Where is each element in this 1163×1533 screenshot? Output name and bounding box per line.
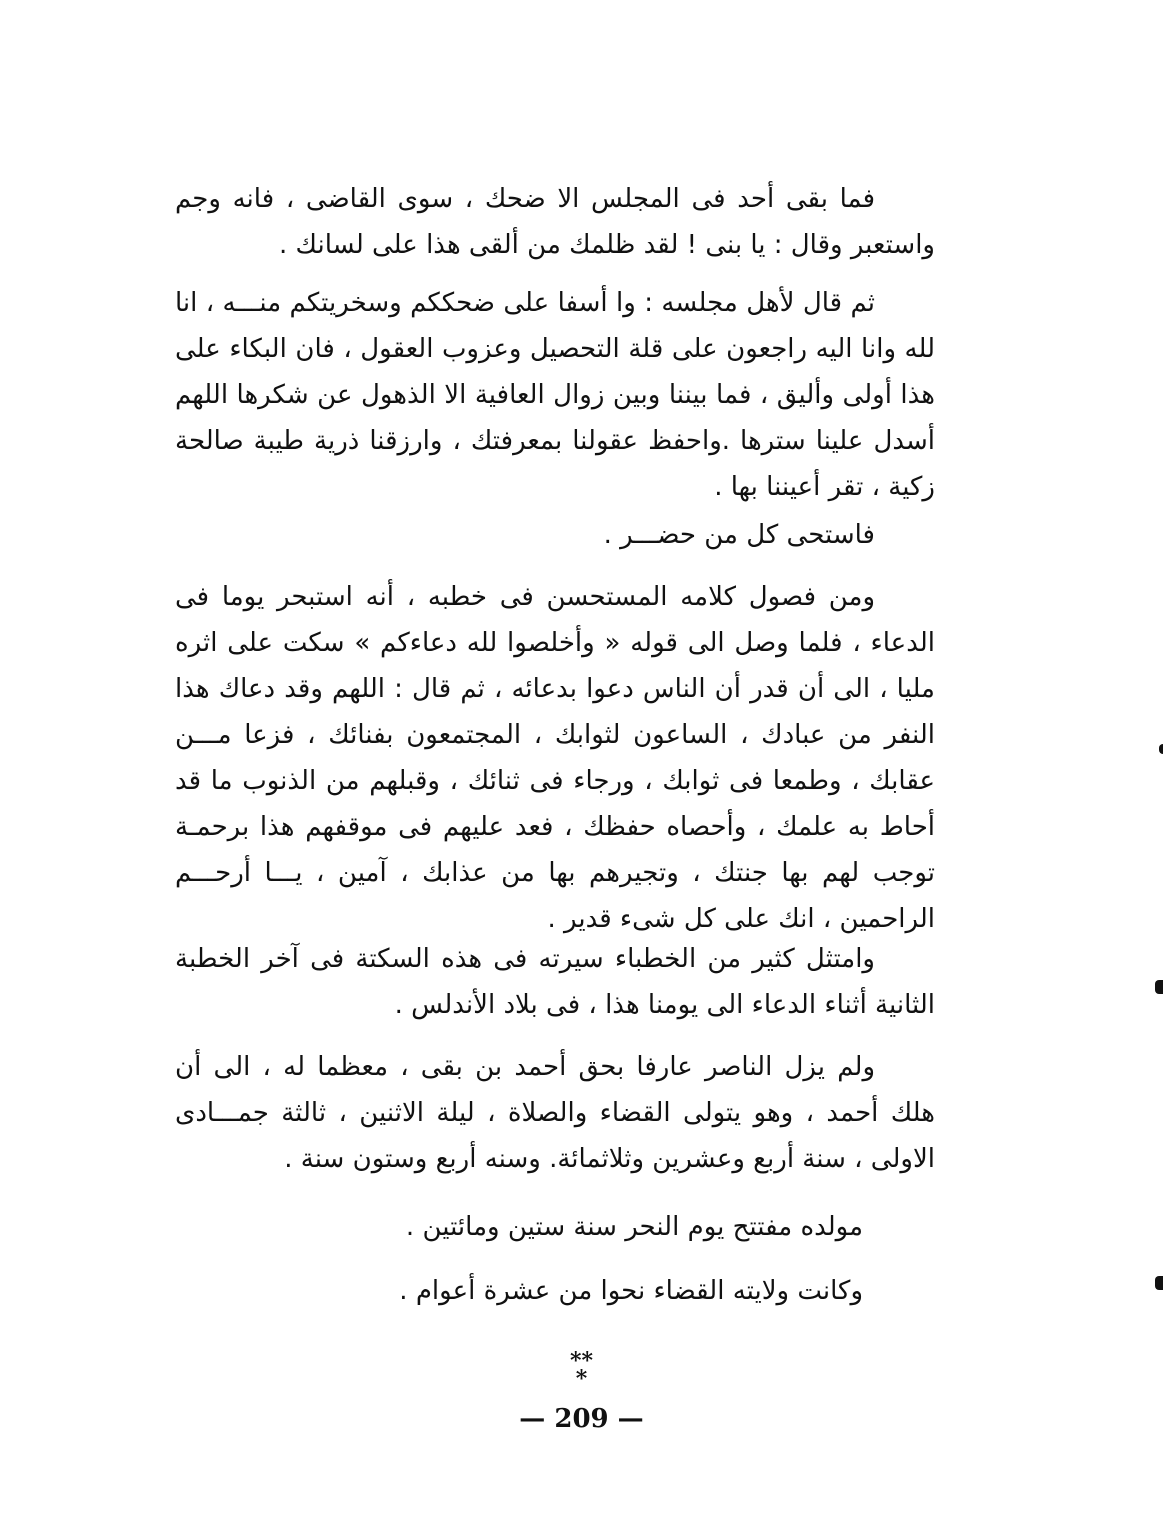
paragraph-3: فاستحى كل من حضـــر .: [603, 520, 875, 550]
paragraph-1: فما بقى أحد فى المجلس الا ضحك ، سوى القاضى ، فانه وجم واستعبر وقال : يا بنى ! لقد ظلمك من ألقى هذا على لسانك .: [175, 184, 935, 260]
page-number: — 209 —: [519, 1404, 644, 1434]
text-column-4: [175, 574, 935, 942]
paragraph-8: وكانت ولايته القضاء نحوا من عشرة أعوام .: [399, 1276, 863, 1306]
paragraph-6: ولم يزل الناصر عارفا بحق أحمد بن بقى ، معظما له ، الى أن هلك أحمد ، وهو يتولى القضاء والصلاة ، ليلة الاثنين ، ثالثة جمـــادى الاولى ، سنة أربع وعشرين وثلاثمائة. وسنه أربع وستون سنة .: [175, 1052, 935, 1174]
paragraph-4: ومن فصول كلامه المستحسن فى خطبه ، أنه استبحر يوما فى الدعاء ، فلما وصل الى قوله « وأخلصوا لله دعاءكم » سكت على اثره مليا ، الى أن قدر أن الناس دعوا بدعائه ، ثم قال : اللهم وقد دعاك هذا النفر من عبادك ، الساعون لثوابك ، المجتمعون بفنائك ، فزعا مـــن عقابك ، وطمعا فى ثوابك ، ورجاء فى ثنائك ، وقبلهم من الذنوب ما قد أحاط به علمك ، وأحصاه حفظك ، فعد عليهم فى موقفهم هذا برحمـة توجب لهم بها جنتك ، وتجيرهم بها من عذابك ، آمين ، يـــا أرحـــم الراحمين ، انك على كل شىء قدير .: [175, 582, 935, 934]
paragraph-7: مولده مفتتح يوم النحر سنة ستين ومائتين .: [405, 1212, 863, 1242]
text-column-6: [175, 1044, 935, 1182]
paragraph-5: وامتثل كثير من الخطباء سيرته فى هذه السكتة فى آخر الخطبة الثانية أثناء الدعاء الى يومنا هذا ، فى بلاد الأندلس .: [175, 944, 935, 1020]
text-column-2: [175, 280, 935, 510]
paragraph-2: ثم قال لأهل مجلسه : وا أسفا على ضحككم وسخريتكم منـــه ، انا لله وانا اليه راجعون على قلة التحصيل وعزوب العقول ، فان البكاء على هذا أولى وأليق ، فما بيننا وبين زوال العافية الا الذهول عن شكرها اللهم أسدل علينا سترها .واحفظ عقولنا بمعرفتك ، وارزقنا ذرية طيبة صالحة زكية ، تقر أعيننا بها .: [175, 288, 935, 502]
section-separator: ** *: [569, 1348, 593, 1392]
scan-edge-mark: [1155, 980, 1163, 994]
scan-edge-mark: [1155, 1276, 1163, 1290]
text-column-top: [175, 176, 935, 268]
scan-edge-mark: [1159, 744, 1163, 754]
text-column-5: [175, 936, 935, 1028]
